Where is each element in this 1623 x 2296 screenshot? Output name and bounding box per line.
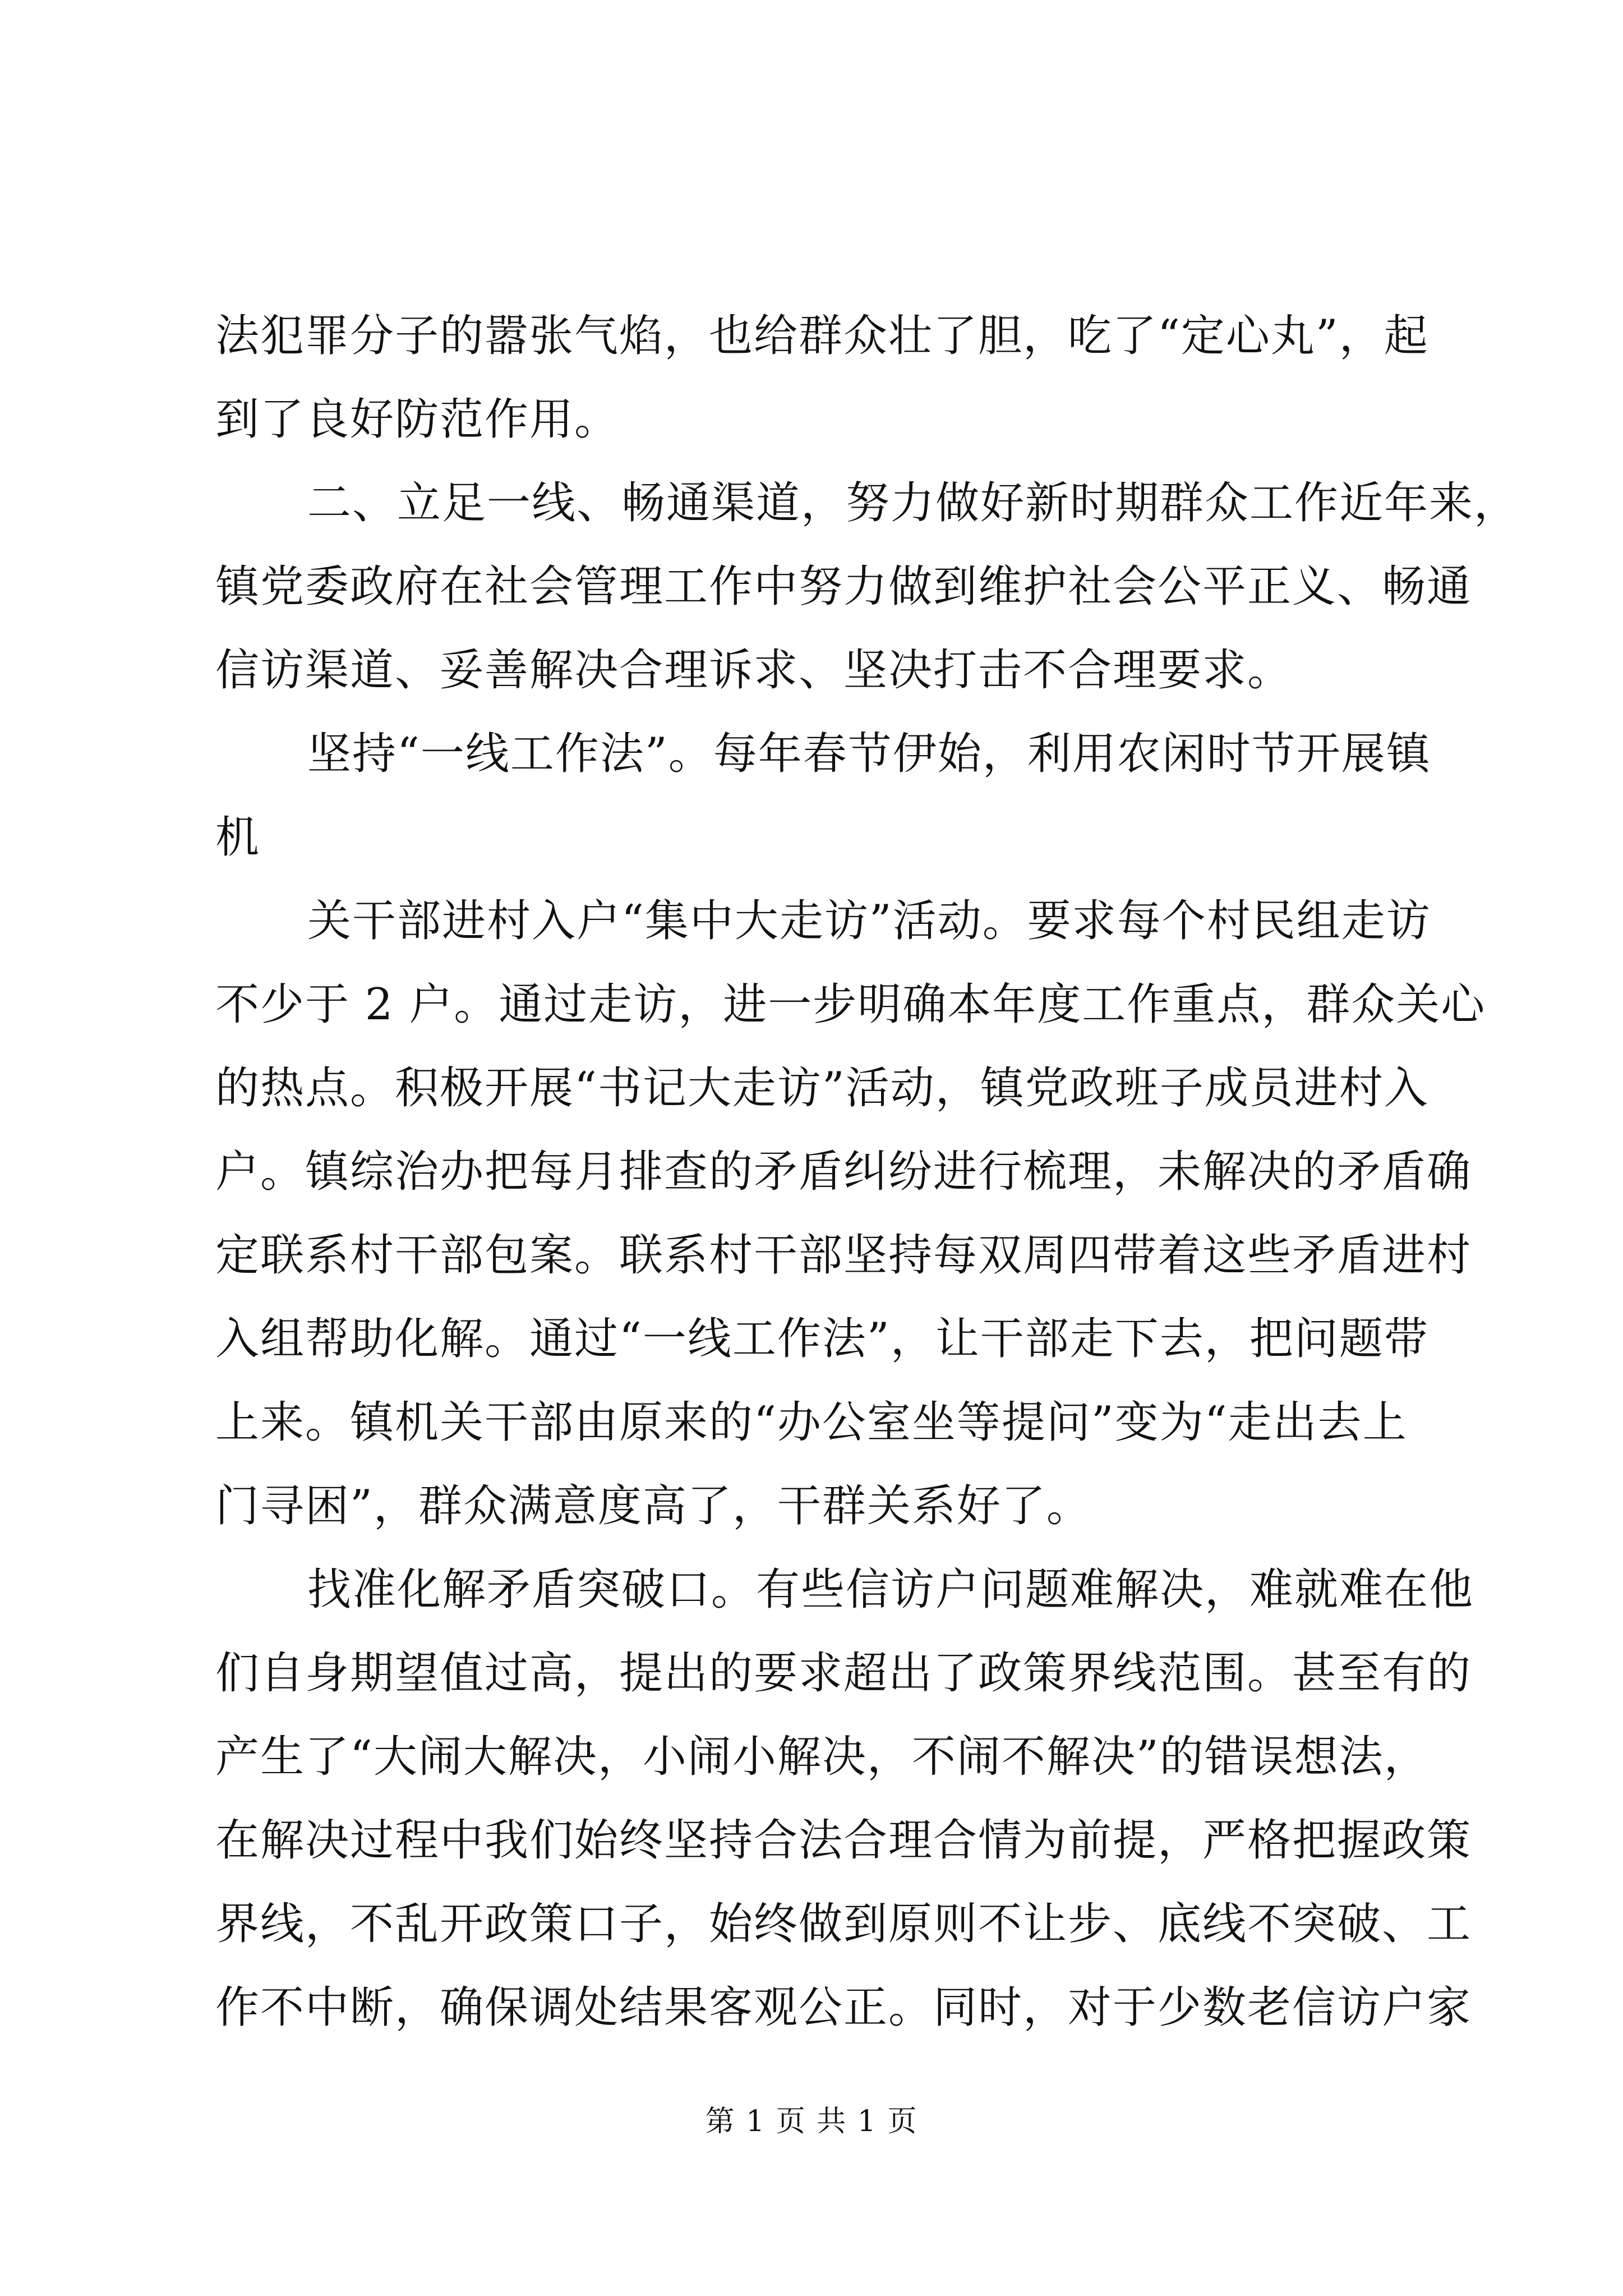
- text-line: 信访渠道、妥善解决合理诉求、坚决打击不合理要求。: [215, 645, 1293, 696]
- text-line: 们自身期望值过高，提出的要求超出了政策界线范围。甚至有的: [215, 1648, 1472, 1699]
- text-line: 产生了“大闹大解决，小闹小解决，不闹不解决”的错误想法，: [215, 1732, 1429, 1782]
- text-line: 法犯罪分子的嚣张气焰，也给群众壮了胆，吃了“定心丸”，起: [215, 311, 1429, 361]
- text-line: 不少于 2 户。通过走访，进一步明确本年度工作重点，群众关心: [215, 979, 1486, 1030]
- text-line: 入组帮助化解。通过“一线工作法”，让干部走下去，把问题带: [215, 1314, 1429, 1364]
- paragraph-start-line: 找准化解矛盾突破口。有些信访户问题难解决，难就难在他: [307, 1565, 1474, 1615]
- paragraph-start-line: 关干部进村入户“集中大走访”活动。要求每个村民组走访: [307, 896, 1431, 946]
- section-heading-line: 二、立足一线、畅通渠道，努力做好新时期群众工作近年来，: [307, 478, 1519, 528]
- text-line: 界线，不乱开政策口子，始终做到原则不让步、底线不突破、工: [215, 1899, 1472, 1949]
- text-line: 门寻困”，群众满意度高了，干群关系好了。: [215, 1481, 1091, 1531]
- text-line: 上来。镇机关干部由原来的“办公室坐等提问”变为“走出去上: [215, 1397, 1408, 1448]
- paragraph-start-line: 坚持“一线工作法”。每年春节伊始，利用农闲时节开展镇: [307, 729, 1431, 779]
- text-line: 的热点。积极开展“书记大走访”活动，镇党政班子成员进村入: [215, 1063, 1429, 1114]
- text-line: 户。镇综治办把每月排查的矛盾纠纷进行梳理，未解决的矛盾确: [215, 1147, 1472, 1197]
- text-line: 到了良好防范作用。: [215, 394, 620, 445]
- document-body: [215, 295, 1519, 2050]
- text-line: 机: [215, 812, 261, 863]
- page-number-footer: 第 1 页 共 1 页: [705, 2105, 918, 2138]
- text-line: 在解决过程中我们始终坚持合法合理合情为前提，严格把握政策: [215, 1815, 1472, 1866]
- text-line: 作不中断，确保调处结果客观公正。同时，对于少数老信访户家: [215, 1982, 1472, 2033]
- text-line: 镇党委政府在社会管理工作中努力做到维护社会公平正义、畅通: [215, 562, 1472, 612]
- text-line: 定联系村干部包案。联系村干部坚持每双周四带着这些矛盾进村: [215, 1230, 1472, 1281]
